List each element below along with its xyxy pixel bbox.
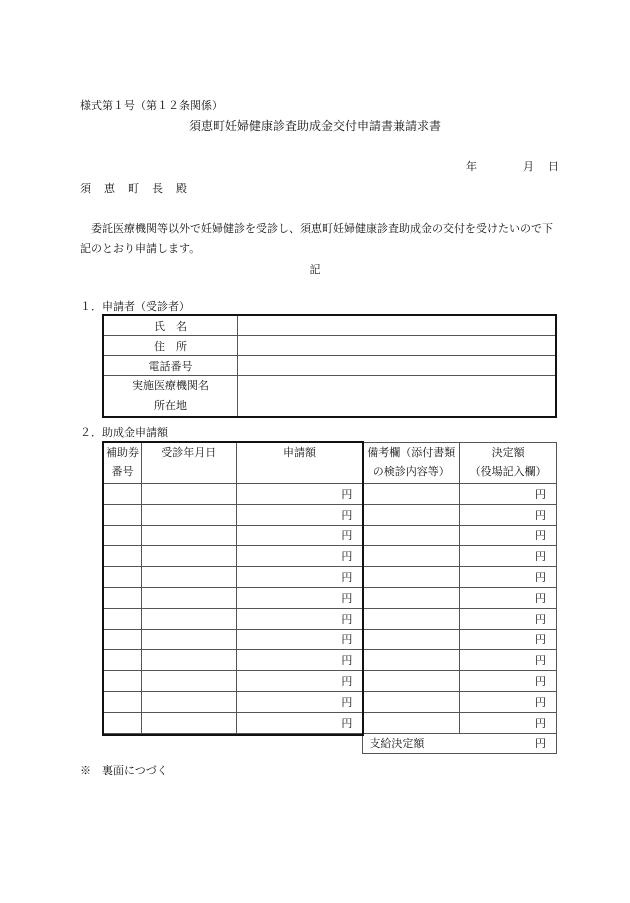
applicant-row-phone <box>103 356 556 376</box>
ticket-number-cell[interactable] <box>104 546 142 567</box>
yen-label: 円 <box>341 591 353 605</box>
header-remarks-line2: の検診内容等） <box>372 465 450 478</box>
yen-label: 円 <box>535 716 546 730</box>
remarks-cell[interactable] <box>363 712 460 733</box>
yen-label: 円 <box>535 633 546 647</box>
yen-label: 円 <box>535 675 546 689</box>
amount-cell[interactable] <box>236 691 363 712</box>
grant-row <box>104 629 557 650</box>
applicant-table <box>102 314 557 418</box>
amount-cell[interactable] <box>236 587 363 608</box>
ticket-number-cell[interactable] <box>104 629 142 650</box>
remarks-cell[interactable] <box>363 546 460 567</box>
header-decided-line2: （役場記入欄） <box>469 465 547 478</box>
visit-date-cell[interactable] <box>141 587 236 608</box>
yen-label: 円 <box>341 675 353 689</box>
section1-title: １．申請者（受診者） <box>80 300 190 313</box>
header-ticket-number <box>104 443 142 484</box>
applicant-row-name <box>103 315 556 336</box>
remarks-cell[interactable] <box>363 525 460 546</box>
yen-label: 円 <box>341 487 353 501</box>
remarks-cell[interactable] <box>363 671 460 692</box>
ticket-number-cell[interactable] <box>104 608 142 629</box>
header-decided-amount <box>460 443 557 484</box>
date-line <box>466 158 559 174</box>
field-institution[interactable] <box>238 376 557 418</box>
grant-row <box>104 546 557 567</box>
amount-cell[interactable] <box>236 546 363 567</box>
yen-label: 円 <box>535 529 546 543</box>
grant-row <box>104 671 557 692</box>
applicant-row-address <box>103 336 556 356</box>
ticket-number-cell[interactable] <box>104 484 142 505</box>
date-year: 年 <box>466 160 477 173</box>
yen-label: 円 <box>341 716 353 730</box>
body-text: 委託医療機関等以外で妊婦健診を受診し、須恵町妊婦健康診査助成金の交付を受けたいので下記のとおり申請します。 <box>80 222 553 255</box>
decided-amount-cell[interactable] <box>460 546 557 567</box>
visit-date-cell[interactable] <box>141 608 236 629</box>
grant-table <box>103 442 557 754</box>
visit-date-cell[interactable] <box>141 691 236 712</box>
amount-cell[interactable] <box>236 608 363 629</box>
remarks-cell[interactable] <box>363 567 460 588</box>
decided-amount-cell[interactable] <box>460 525 557 546</box>
total-spacer <box>141 733 236 754</box>
form-number: 様式第１号（第１２条関係） <box>80 99 223 112</box>
grant-row <box>104 484 557 505</box>
amount-cell[interactable] <box>236 712 363 733</box>
total-label: 支給決定額 <box>369 737 425 751</box>
decided-amount-cell[interactable] <box>460 650 557 671</box>
ticket-number-cell[interactable] <box>104 712 142 733</box>
visit-date-cell[interactable] <box>141 650 236 671</box>
ticket-number-cell[interactable] <box>104 567 142 588</box>
yen-label: 円 <box>535 654 546 668</box>
yen-label: 円 <box>535 571 546 585</box>
ticket-number-cell[interactable] <box>104 504 142 525</box>
section2-title: ２．助成金申請額 <box>80 426 168 439</box>
header-remarks <box>363 443 460 484</box>
amount-cell[interactable] <box>236 525 363 546</box>
yen-label: 円 <box>341 529 353 543</box>
grant-row <box>104 587 557 608</box>
grant-row <box>104 525 557 546</box>
header-remarks-line1: 備考欄（添付書類 <box>367 446 456 459</box>
grant-row <box>104 712 557 733</box>
yen-label: 円 <box>341 612 353 626</box>
visit-date-cell[interactable] <box>141 504 236 525</box>
visit-date-cell[interactable] <box>141 567 236 588</box>
ki-label: 記 <box>309 263 321 276</box>
label-institution <box>103 376 238 418</box>
label-institution-name: 実施医療機関名 <box>132 379 209 392</box>
visit-date-cell[interactable] <box>141 546 236 567</box>
visit-date-cell[interactable] <box>141 629 236 650</box>
decided-amount-cell[interactable] <box>460 629 557 650</box>
amount-cell[interactable] <box>236 629 363 650</box>
total-row <box>104 733 557 754</box>
decided-amount-cell[interactable] <box>460 691 557 712</box>
decided-amount-cell[interactable] <box>460 671 557 692</box>
grant-row <box>104 691 557 712</box>
grant-row <box>104 608 557 629</box>
visit-date-cell[interactable] <box>141 525 236 546</box>
document-title: 須恵町妊婦健康診査助成金交付申請書兼請求書 <box>188 119 441 133</box>
back-note: ※ 裏面につづく <box>80 764 168 777</box>
header-ticket-line2: 番号 <box>111 465 134 478</box>
yen-label: 円 <box>341 550 353 564</box>
remarks-cell[interactable] <box>363 484 460 505</box>
yen-label: 円 <box>341 508 353 522</box>
remarks-cell[interactable] <box>363 608 460 629</box>
remarks-cell[interactable] <box>363 587 460 608</box>
yen-label: 円 <box>535 612 546 626</box>
grant-row <box>104 567 557 588</box>
total-spacer <box>236 733 363 754</box>
field-phone[interactable] <box>238 356 557 376</box>
remarks-cell[interactable] <box>363 691 460 712</box>
yen-label: 円 <box>535 695 546 709</box>
label-address: 住 所 <box>103 336 238 356</box>
remarks-cell[interactable] <box>363 629 460 650</box>
yen-label: 円 <box>341 654 353 668</box>
visit-date-cell[interactable] <box>141 671 236 692</box>
amount-cell[interactable] <box>236 504 363 525</box>
amount-cell[interactable] <box>236 567 363 588</box>
grant-row <box>104 504 557 525</box>
date-month: 月 <box>523 160 534 173</box>
ticket-number-cell[interactable] <box>104 691 142 712</box>
grant-header-row <box>104 443 557 484</box>
decided-amount-cell[interactable] <box>460 587 557 608</box>
date-day: 日 <box>548 160 559 173</box>
grant-row <box>104 650 557 671</box>
ticket-number-cell[interactable] <box>104 587 142 608</box>
header-decided-line1: 決定額 <box>491 446 525 459</box>
decided-amount-cell[interactable] <box>460 608 557 629</box>
amount-cell[interactable] <box>236 650 363 671</box>
decided-amount-cell[interactable] <box>460 484 557 505</box>
label-institution-location: 所在地 <box>154 399 187 412</box>
yen-label: 円 <box>535 508 546 522</box>
header-ticket-line1: 補助券 <box>105 446 139 459</box>
yen-label: 円 <box>535 550 546 564</box>
total-cell <box>363 733 557 754</box>
total-yen: 円 <box>535 737 546 751</box>
visit-date-cell[interactable] <box>141 712 236 733</box>
yen-label: 円 <box>535 591 546 605</box>
applicant-row-institution <box>103 376 556 418</box>
label-name: 氏 名 <box>103 315 238 336</box>
decided-amount-cell[interactable] <box>460 712 557 733</box>
field-address[interactable] <box>238 336 557 356</box>
remarks-cell[interactable] <box>363 650 460 671</box>
ticket-number-cell[interactable] <box>104 525 142 546</box>
header-visit-date: 受診年月日 <box>141 443 236 484</box>
amount-cell[interactable] <box>236 484 363 505</box>
amount-cell[interactable] <box>236 671 363 692</box>
field-name[interactable] <box>238 315 557 336</box>
header-amount: 申請額 <box>236 443 363 484</box>
decided-amount-cell[interactable] <box>460 504 557 525</box>
ticket-number-cell[interactable] <box>104 650 142 671</box>
ticket-number-cell[interactable] <box>104 671 142 692</box>
yen-label: 円 <box>341 571 353 585</box>
addressee: 須 恵 町 長 殿 <box>80 182 188 195</box>
decided-amount-cell[interactable] <box>460 567 557 588</box>
total-spacer <box>104 733 142 754</box>
visit-date-cell[interactable] <box>141 484 236 505</box>
label-phone: 電話番号 <box>103 356 238 376</box>
yen-label: 円 <box>535 487 546 501</box>
yen-label: 円 <box>341 695 353 709</box>
yen-label: 円 <box>341 633 353 647</box>
remarks-cell[interactable] <box>363 504 460 525</box>
